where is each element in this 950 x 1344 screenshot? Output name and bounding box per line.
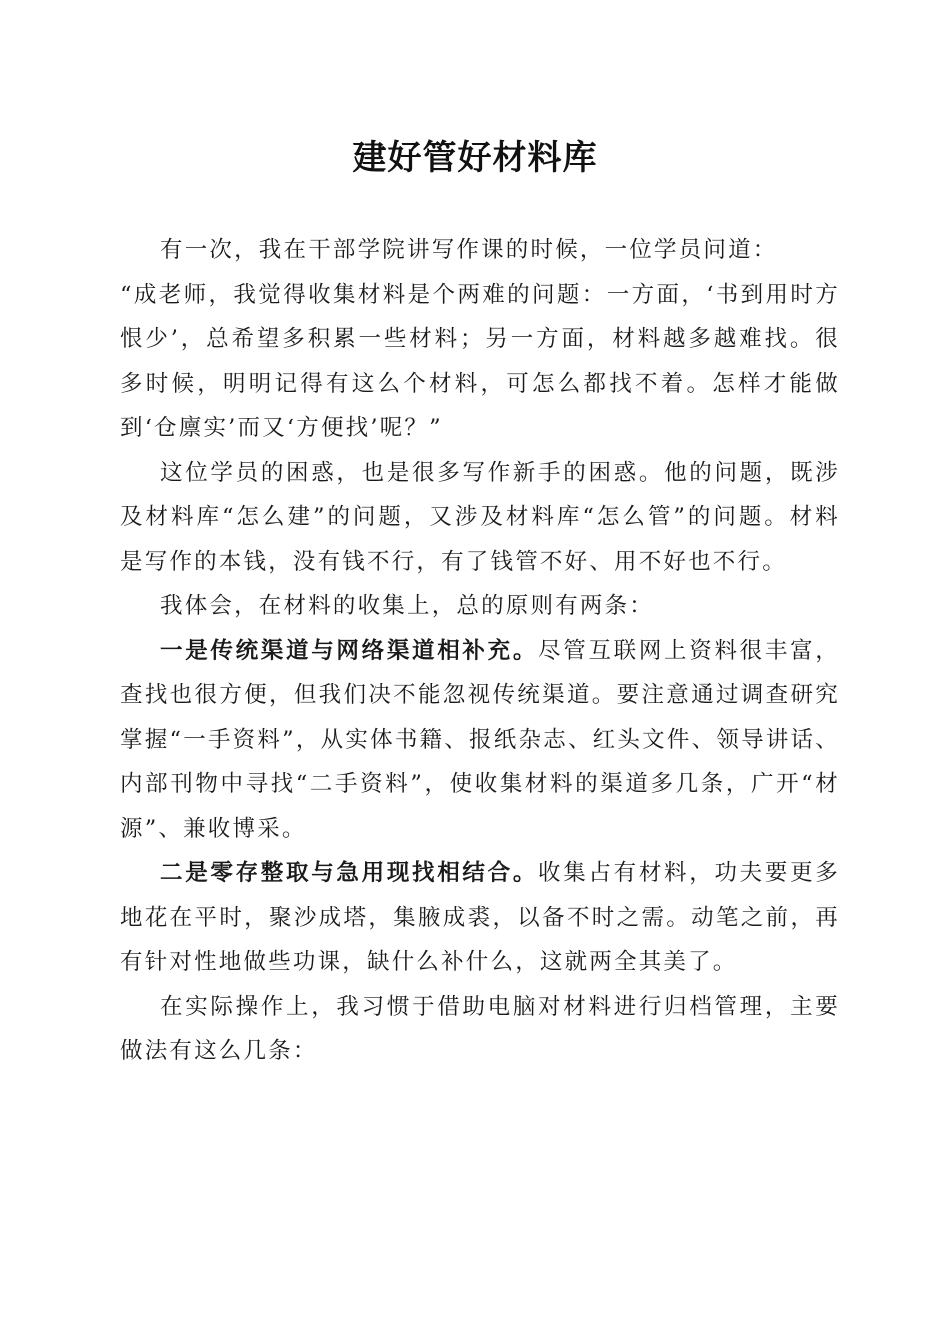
paragraph-text: 我体会，在材料的收集上，总的原则有两条： xyxy=(160,593,655,619)
paragraph-text: 有一次，我在干部学院讲写作课的时候，一位学员问道： xyxy=(160,237,778,263)
paragraph-1 xyxy=(120,228,840,273)
paragraph-3 xyxy=(120,451,840,585)
paragraph-text: “成老师，我觉得收集材料是个两难的问题：一方面，‘书到用时方恨少’，总希望多积累一些材料；另一方面，材料越多越难找。很多时候，明明记得有这么个材料，可怎么都找不着。怎样才能做到‘仓廪实’而又‘方便找’呢？” xyxy=(120,281,840,441)
document-body xyxy=(120,228,840,1074)
paragraph-5 xyxy=(120,629,840,852)
paragraph-lead: 二是零存整取与急用现找相结合。 xyxy=(160,860,539,886)
paragraph-7 xyxy=(120,985,840,1074)
document-title: 建好管好材料库 xyxy=(352,138,598,178)
paragraph-text: 在实际操作上，我习惯于借助电脑对材料进行归档管理，主要做法有这么几条： xyxy=(120,993,840,1064)
paragraph-4 xyxy=(120,584,840,629)
paragraph-text: 尽管互联网上资料很丰富，查找也很方便，但我们决不能忽视传统渠道。要注意通过调查研究掌握“一手资料”，从实体书籍、报纸杂志、红头文件、领导讲话、内部刊物中寻找“二手资料”，使收集材料的渠道多几条，广开“材源”、兼收博采。 xyxy=(120,637,840,842)
paragraph-2-quote xyxy=(120,273,840,451)
paragraph-6 xyxy=(120,851,840,985)
paragraph-text: 这位学员的困惑，也是很多写作新手的困惑。他的问题，既涉及材料库“怎么建”的问题，又涉及材料库“怎么管”的问题。材料是写作的本钱，没有钱不行，有了钱管不好、用不好也不行。 xyxy=(120,459,840,575)
paragraph-lead: 一是传统渠道与网络渠道相补充。 xyxy=(160,637,539,664)
paragraph-text: 收集占有材料，功夫要更多地花在平时，聚沙成塔，集腋成裘，以备不时之需。动笔之前，再有针对性地做些功课，缺什么补什么，这就两全其美了。 xyxy=(120,860,840,975)
